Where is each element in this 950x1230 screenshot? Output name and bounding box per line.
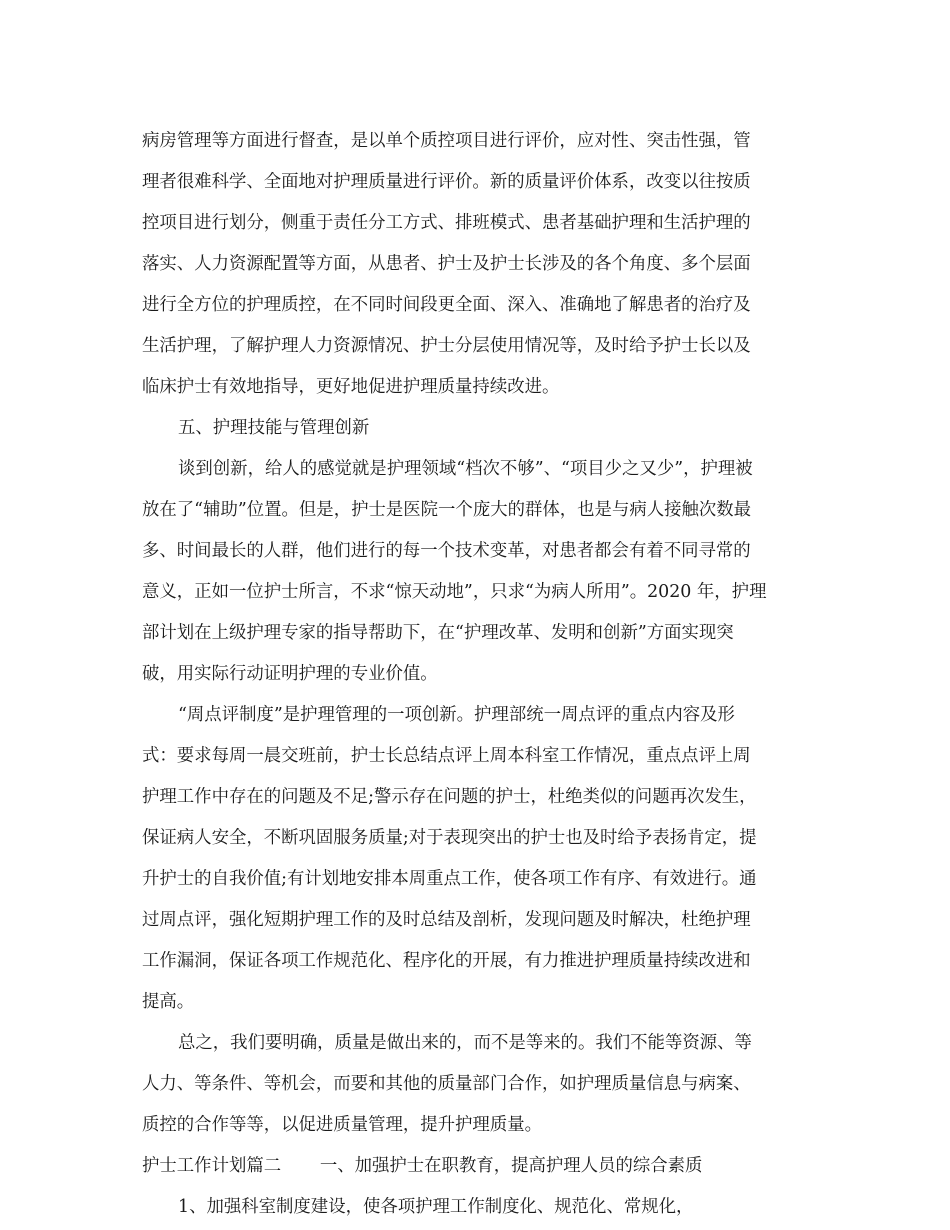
text-line-2: 理者很难科学、全面地对护理质量进行评价。新的质量评价体系，改变以往按质 [142,172,751,192]
text-line-19: 升护士的自我价值;有计划地安排本周重点工作，使各项工作有序、有效进行。通 [142,869,757,889]
text-line-13: 部计划在上级护理专家的指导帮助下，在“护理改革、发明和创新”方面实现突 [142,623,734,643]
text-line-21: 工作漏洞，保证各项工作规范化、程序化的开展，有力推进护理质量持续改进和 [142,951,751,971]
section-heading-5: 五、护理技能与管理创新 [178,418,370,438]
text-line-7: 临床护士有效地指导，更好地促进护理质量持续改进。 [142,377,560,397]
text-line-6: 生活护理，了解护理人力资源情况、护士分层使用情况等，及时给予护士长以及 [142,336,751,356]
text-line-15: “周点评制度”是护理管理的一项创新。护理部统一周点评的重点内容及形 [178,705,735,725]
text-line-18: 保证病人安全，不断巩固服务质量;对于表现突出的护士也及时给予表扬肯定，提 [142,828,757,848]
text-line-23: 总之，我们要明确，质量是做出来的，而不是等来的。我们不能等资源、等 [178,1033,752,1053]
text-line-25: 质控的合作等等，以促进质量管理，提升护理质量。 [142,1115,542,1135]
text-line-16: 式：要求每周一晨交班前，护士长总结点评上周本科室工作情况，重点点评上周 [142,746,751,766]
text-line-27: 1、加强科室制度建设，使各项护理工作制度化、规范化、常规化， [178,1197,694,1217]
text-line-12: 意义，正如一位护士所言，不求“惊天动地”，只求“为病人所用”。2020 年，护理 [142,582,767,602]
text-line-10: 放在了“辅助”位置。但是，护士是医院一个庞大的群体，也是与病人接触次数最 [142,500,752,520]
text-line-17: 护理工作中存在的问题及不足;警示存在问题的护士，杜绝类似的问题再次发生， [142,787,757,807]
text-line-1: 病房管理等方面进行督查，是以单个质控项目进行评价，应对性、突击性强，管 [142,131,751,151]
text-line-4: 落实、人力资源配置等方面，从患者、护士及护士长涉及的各个角度、多个层面 [142,254,751,274]
text-line-9: 谈到创新，给人的感觉就是护理领域“档次不够”、“项目少之又少”，护理被 [178,459,753,479]
text-line-3: 控项目进行划分，侧重于责任分工方式、排班模式、患者基础护理和生活护理的 [142,213,751,233]
text-line-22: 提高。 [142,992,195,1012]
text-line-24: 人力、等条件、等机会，而要和其他的质量部门合作，如护理质量信息与病案、 [142,1074,751,1094]
text-line-11: 多、时间最长的人群，他们进行的每一个技术变革，对患者都会有着不同寻常的 [142,541,751,561]
section-heading-part2: 护士工作计划篇二 一、加强护士在职教育，提高护理人员的综合素质 [142,1156,703,1176]
text-line-5: 进行全方位的护理质控，在不同时间段更全面、深入、准确地了解患者的治疗及 [142,295,751,315]
text-line-14: 破，用实际行动证明护理的专业价值。 [142,664,438,684]
text-line-20: 过周点评，强化短期护理工作的及时总结及剖析，发现问题及时解决，杜绝护理 [142,910,751,930]
